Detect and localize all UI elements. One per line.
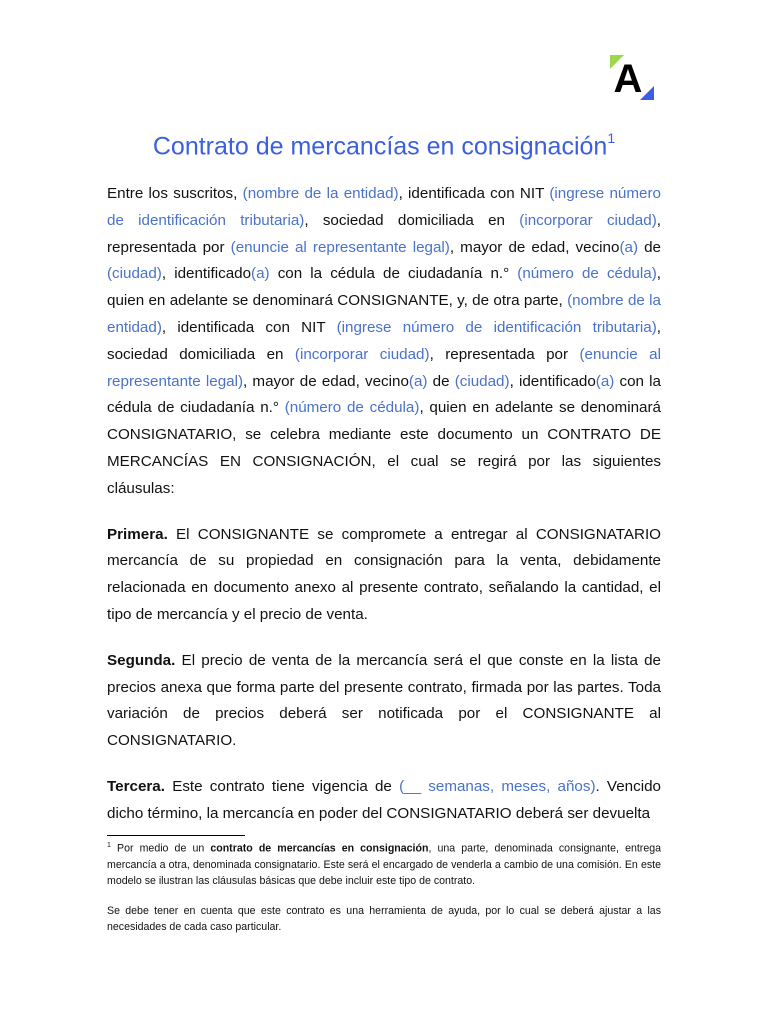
text-segment: , sociedad domiciliada en xyxy=(107,318,661,363)
text-segment: , representada por xyxy=(429,345,580,363)
text-segment: , identificada con NIT xyxy=(398,185,550,202)
text-segment: El precio de venta de la mercancía será el que conste en la lista de precios anexa que forma parte del presente contrato, firmada por las partes. Toda variación de precios deberá ser notificada por el CONSIGNANTE al CONSIGNATARIO. xyxy=(107,651,661,750)
placeholder-field: (ingrese número de identificación tributaria) xyxy=(107,185,661,229)
text-segment: , mayor de edad, vecino xyxy=(449,238,620,256)
placeholder-field: (incorporar ciudad) xyxy=(294,345,430,363)
placeholder-field: (nombre de la entidad) xyxy=(107,292,661,336)
placeholder-field: (a) xyxy=(251,265,270,283)
placeholder-field: (número de cédula) xyxy=(517,265,657,283)
text-segment: Por medio de un xyxy=(110,842,211,855)
placeholder-field: (nombre de la entidad) xyxy=(242,185,399,202)
contract-body xyxy=(107,181,661,847)
placeholder-field: (enuncie al representante legal) xyxy=(107,345,661,390)
clause-label: Tercera. xyxy=(107,777,165,795)
placeholder-field: (a) xyxy=(408,372,428,390)
placeholder-field: (número de cédula) xyxy=(284,399,420,417)
text-segment: , representada por xyxy=(107,211,661,256)
text-segment: con la cédula de ciudadanía n.° xyxy=(107,372,661,417)
placeholder-field: (incorporar ciudad) xyxy=(519,211,657,229)
title-footnote-ref: 1 xyxy=(607,130,616,146)
text-segment: , una parte, denominada consignante, entrega mercancía a otra, denominada consignatario. Este será el encargado de venderla a cambio de una comisión. En este modelo se ilustran las cláusulas básicas que debe incluir este tipo de contrato. xyxy=(107,842,661,887)
clause-label: Segunda. xyxy=(107,651,176,669)
placeholder-field: (__ semanas, meses, años) xyxy=(399,777,596,795)
footnote-ref: 1 xyxy=(107,842,111,849)
placeholder-field: (ciudad) xyxy=(107,265,162,283)
clause-segunda xyxy=(107,648,661,755)
document-title xyxy=(0,132,768,161)
clause-tercera xyxy=(107,774,661,828)
placeholder-field: (a) xyxy=(595,372,615,390)
text-segment: , sociedad domiciliada en xyxy=(304,211,520,229)
footnote-paragraph-1 xyxy=(107,838,661,889)
placeholder-field: (enuncie al representante legal) xyxy=(230,238,450,256)
text-segment: El CONSIGNANTE se compromete a entregar al CONSIGNATARIO mercancía de su propiedad en consignación para la venta, debidamente relacionada en documento anexo al presente contrato, señalando la cantidad, el tipo de mercancía y el precio de venta. xyxy=(107,525,661,623)
text-segment: , quien en adelante se denominará CONSIGNANTE, y, de otra parte, xyxy=(107,265,661,310)
text-segment: , identificado xyxy=(509,372,596,390)
title-text: Contrato de mercancías en consignación xyxy=(152,132,608,161)
bold-text: contrato de mercancías en consignación xyxy=(210,842,429,855)
clause-label: Primera. xyxy=(107,525,168,543)
text-segment: , identificado xyxy=(161,265,252,283)
placeholder-field: (a) xyxy=(619,238,638,256)
text-segment: , quien en adelante se denominará CONSIGNATARIO, se celebra mediante este documento un CONTRATO DE MERCANCÍAS EN CONSIGNACIÓN, el cual se regirá por las siguientes cláusulas: xyxy=(107,399,661,497)
footnote-paragraph-2: Se debe tener en cuenta que este contrato es una herramienta de ayuda, por lo cual se deberá ajustar a las necesidades de cada caso particular. xyxy=(107,904,661,933)
clause-primera xyxy=(107,522,661,629)
intro-paragraph xyxy=(107,181,661,503)
text-segment: Entre los suscritos, xyxy=(107,185,243,202)
footnote xyxy=(107,838,661,949)
text-segment: Este contrato tiene vigencia de xyxy=(164,777,400,795)
text-segment: , mayor de edad, vecino xyxy=(243,372,409,390)
placeholder-field: (ciudad) xyxy=(454,372,510,390)
text-segment: con la cédula de ciudadanía n.° xyxy=(269,265,518,283)
footnote-separator xyxy=(107,835,245,836)
text-segment: de xyxy=(427,372,455,390)
logo-letter: A xyxy=(613,57,643,101)
brand-logo-icon xyxy=(608,54,656,102)
text-segment: , identificada con NIT xyxy=(161,318,337,336)
text-segment: . Vencido dicho término, la mercancía en poder del CONSIGNATARIO deberá ser devuelta xyxy=(107,777,661,822)
text-segment: de xyxy=(638,238,661,256)
placeholder-field: (ingrese número de identificación tributaria) xyxy=(336,318,657,336)
